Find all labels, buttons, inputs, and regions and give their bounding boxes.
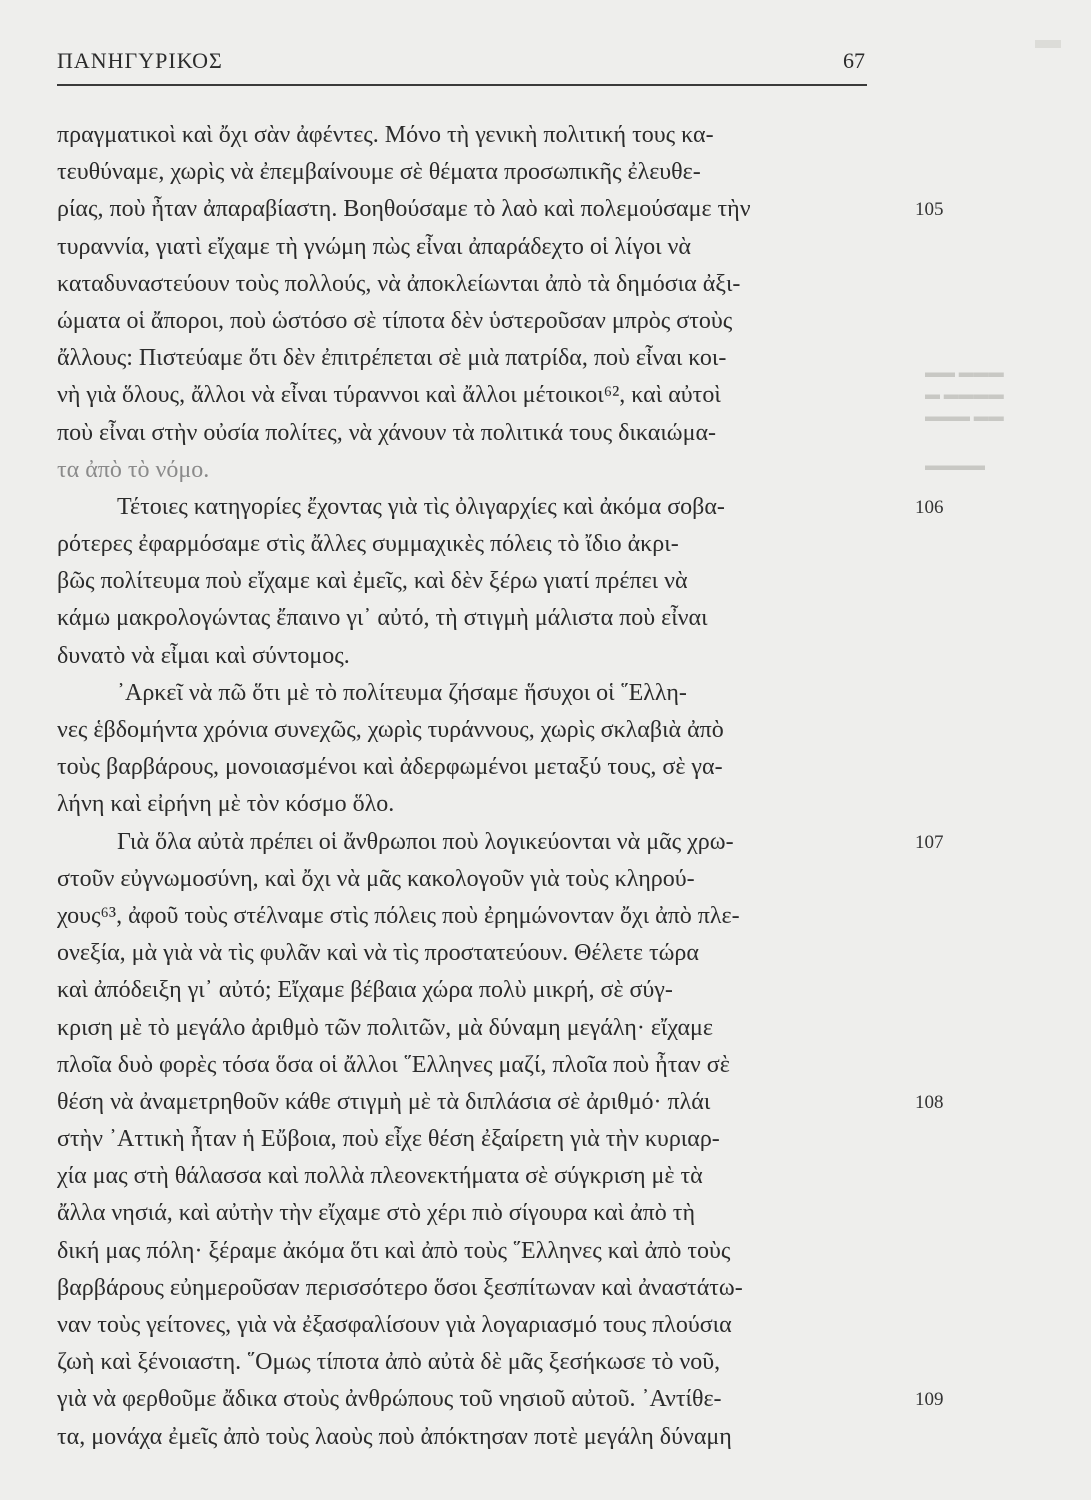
text-line	[57, 1121, 877, 1158]
text-line	[57, 266, 877, 303]
text-line-content: κριση μὲ τὸ μεγάλο ἀριθμὸ τῶν πολιτῶν, μὰ δύναμη μεγάλη· εἴχαμε	[57, 1014, 713, 1041]
text-line-content: βαρβάρους εὐημεροῦσαν περισσότερο ὅσοι ξεσπίτωναν καὶ ἀναστάτω-	[57, 1274, 743, 1301]
text-line-content: ονεξία, μὰ γιὰ νὰ τὶς φυλᾶν καὶ νὰ τὶς προστατεύουν. Θέλετε τώρα	[57, 940, 699, 967]
text-line-content: νὴ γιὰ ὅλους, ἄλλοι νὰ εἶναι τύραννοι καὶ ἄλλοι μέτοικοι⁶², καὶ αὐτοὶ	[57, 382, 721, 409]
text-line	[57, 526, 877, 563]
text-line	[57, 898, 877, 935]
text-line	[57, 154, 877, 191]
body-text	[57, 117, 944, 1456]
text-line-content: ναν τοὺς γείτονες, γιὰ νὰ ἐξασφαλίσουν γιὰ λογαριασμό τους πλούσια	[57, 1312, 732, 1338]
text-line-content: Γιὰ ὅλα αὐτὰ πρέπει οἱ ἄνθρωποι ποὺ λογικεύονται νὰ μᾶς χρω-	[117, 828, 734, 855]
section-number: 105	[915, 199, 944, 221]
text-line-content: ἄλλους: Πιστεύαμε ὅτι δὲν ἐπιτρέπεται σὲ μιὰ πατρίδα, ποὺ εἶναι κοι-	[57, 345, 727, 372]
text-line-content: νες ἑβδομήντα χρόνια συνεχῶς, χωρὶς τυράννους, χωρὶς σκλαβιὰ ἀπὸ	[57, 717, 724, 743]
page-number: 67	[843, 48, 865, 73]
text-line-content: ρίας, ποὺ ἦταν ἀπαραβίαστη. Βοηθούσαμε τὸ λαὸ καὶ πολεμούσαμε τὴν	[57, 196, 751, 223]
text-line	[57, 1419, 877, 1456]
text-line-content: δυνατὸ νὰ εἶμαι καὶ σύντομος.	[57, 642, 350, 669]
text-line-content: κάμω μακρολογώντας ἔπαινο γι᾽ αὐτό, τὴ στιγμὴ μάλιστα ποὺ εἶναι	[57, 605, 708, 632]
text-line	[57, 972, 877, 1009]
text-line-content: τυραννία, γιατὶ εἴχαμε τὴ γνώμη πὼς εἶναι ἀπαράδεχτο οἱ λίγοι νὰ	[57, 233, 691, 260]
scan-mark	[1035, 40, 1061, 48]
text-line	[57, 229, 877, 266]
text-line-content: Τέτοιες κατηγορίες ἔχοντας γιὰ τὶς ὀλιγαρχίες καὶ ἀκόμα σοβα-	[117, 493, 725, 520]
text-line	[57, 191, 944, 228]
text-line	[57, 935, 877, 972]
text-line	[57, 340, 877, 377]
text-line-content: ρότερες ἐφαρμόσαμε στὶς ἄλλες συμμαχικὲς πόλεις τὸ ἴδιο ἀκρι-	[57, 531, 679, 558]
text-line-content: τα, μονάχα ἐμεῖς ἀπὸ τοὺς λαοὺς ποὺ ἀπόκτησαν ποτὲ μεγάλη δύναμη	[57, 1423, 732, 1450]
text-line	[57, 600, 877, 637]
text-line	[57, 1233, 877, 1270]
section-number: 107	[915, 831, 944, 853]
section-number: 108	[915, 1091, 944, 1113]
text-line-content: χία μας στὴ θάλασσα καὶ πολλὰ πλεονεκτήματα σὲ σύγκριση μὲ τὰ	[57, 1163, 703, 1190]
text-line	[57, 712, 877, 749]
text-line	[57, 824, 944, 861]
running-head	[57, 44, 865, 84]
text-line-content: δική μας πόλη· ξέραμε ἀκόμα ὅτι καὶ ἀπὸ τοὺς ῞Ελληνες καὶ ἀπὸ τοὺς	[57, 1237, 731, 1264]
text-line	[57, 563, 877, 600]
text-line-content: στὴν ᾽Αττικὴ ἦταν ἡ Εὔβοια, ποὺ εἶχε θέση ἐξαίρετη γιὰ τὴν κυριαρ-	[57, 1126, 720, 1153]
text-line	[57, 861, 877, 898]
text-line	[57, 1010, 877, 1047]
text-line	[57, 749, 877, 786]
text-line-content: καὶ ἀπόδειξη γι᾽ αὐτό; Εἴχαμε βέβαια χώρα πολὺ μικρή, σὲ σύγ-	[57, 977, 673, 1004]
section-number: 106	[915, 496, 944, 518]
text-line-content: θέση νὰ ἀναμετρηθοῦν κάθε στιγμὴ μὲ τὰ διπλάσια σὲ ἀριθμό· πλάι	[57, 1088, 711, 1115]
text-line-content: καταδυναστεύουν τοὺς πολλούς, νὰ ἀποκλείωνται ἀπὸ τὰ δημόσια ἀξι-	[57, 270, 741, 297]
header-rule	[57, 84, 867, 86]
text-line	[57, 452, 877, 489]
text-line-content: ώματα οἱ ἄποροι, ποὺ ὡστόσο σὲ τίποτα δὲν ὑστεροῦσαν μπρὸς στοὺς	[57, 307, 733, 334]
bleed-through-smudge: ▬▬ ▬▬▬ ▬ ▬▬▬▬ ▬▬▬ ▬▬	[925, 365, 1004, 425]
text-line	[57, 117, 877, 154]
text-line-content: τοὺς βαρβάρους, μονοιασμένοι καὶ ἀδερφωμένοι μεταξύ τους, σὲ γα-	[57, 754, 723, 781]
text-line-content: πλοῖα δυὸ φορὲς τόσα ὅσα οἱ ἄλλοι ῞Ελληνες μαζί, πλοῖα ποὺ ἦταν σὲ	[57, 1051, 730, 1078]
text-line	[57, 489, 944, 526]
text-line-content: γιὰ νὰ φερθοῦμε ἄδικα στοὺς ἀνθρώπους τοῦ νησιοῦ αὐτοῦ. ᾽Αντίθε-	[57, 1386, 722, 1413]
text-line-content: πραγματικοὶ καὶ ὄχι σὰν ἀφέντες. Μόνο τὴ γενικὴ πολιτική τους κα-	[57, 122, 714, 148]
text-line-content: στοῦν εὐγνωμοσύνη, καὶ ὄχι νὰ μᾶς κακολογοῦν γιὰ τοὺς κληρού-	[57, 865, 695, 892]
text-line	[57, 415, 877, 452]
text-line-content: ἄλλα νησιά, καὶ αὐτὴν τὴν εἴχαμε στὸ χέρι πιὸ σίγουρα καὶ ἀπὸ τὴ	[57, 1200, 695, 1227]
bleed-through-smudge: ▬▬▬▬	[925, 458, 985, 474]
text-line	[57, 1158, 877, 1195]
text-line	[57, 1344, 877, 1381]
text-line	[57, 1195, 877, 1232]
text-line	[57, 638, 877, 675]
text-line-content: ποὺ εἶναι στὴν οὐσία πολίτες, νὰ χάνουν τὰ πολιτικά τους δικαιώμα-	[57, 419, 717, 446]
text-line	[57, 1084, 944, 1121]
text-line	[57, 1381, 944, 1418]
text-line-content: χους⁶³, ἀφοῦ τοὺς στέλναμε στὶς πόλεις ποὺ ἐρημώνονταν ὄχι ἀπὸ πλε-	[57, 902, 740, 929]
text-line	[57, 786, 877, 823]
section-number: 109	[915, 1389, 944, 1411]
text-line-content: ζωὴ καὶ ξένοιαστη. ῞Ομως τίποτα ἀπὸ αὐτὰ δὲ μᾶς ξεσήκωσε τὸ νοῦ,	[57, 1349, 721, 1376]
text-line	[57, 1270, 877, 1307]
running-head-title: ΠΑΝΗΓΥΡΙΚΟΣ	[57, 48, 223, 73]
text-line-content: λήνη καὶ εἰρήνη μὲ τὸν κόσμο ὅλο.	[57, 791, 395, 818]
text-line	[57, 377, 877, 414]
text-line	[57, 675, 877, 712]
text-line	[57, 1307, 877, 1344]
text-line	[57, 1047, 877, 1084]
text-line-content: βῶς πολίτευμα ποὺ εἴχαμε καὶ ἐμεῖς, καὶ δὲν ξέρω γιατί πρέπει νὰ	[57, 568, 688, 595]
text-line	[57, 303, 877, 340]
text-line-content: τευθύναμε, χωρὶς νὰ ἐπεμβαίνουμε σὲ θέματα προσωπικῆς ἐλευθε-	[57, 159, 701, 186]
text-line-content: ᾽Αρκεῖ νὰ πῶ ὅτι μὲ τὸ πολίτευμα ζήσαμε ἥσυχοι οἱ ῞Ελλη-	[117, 679, 687, 706]
text-line-content: τα ἀπὸ τὸ νόμο.	[57, 456, 210, 483]
